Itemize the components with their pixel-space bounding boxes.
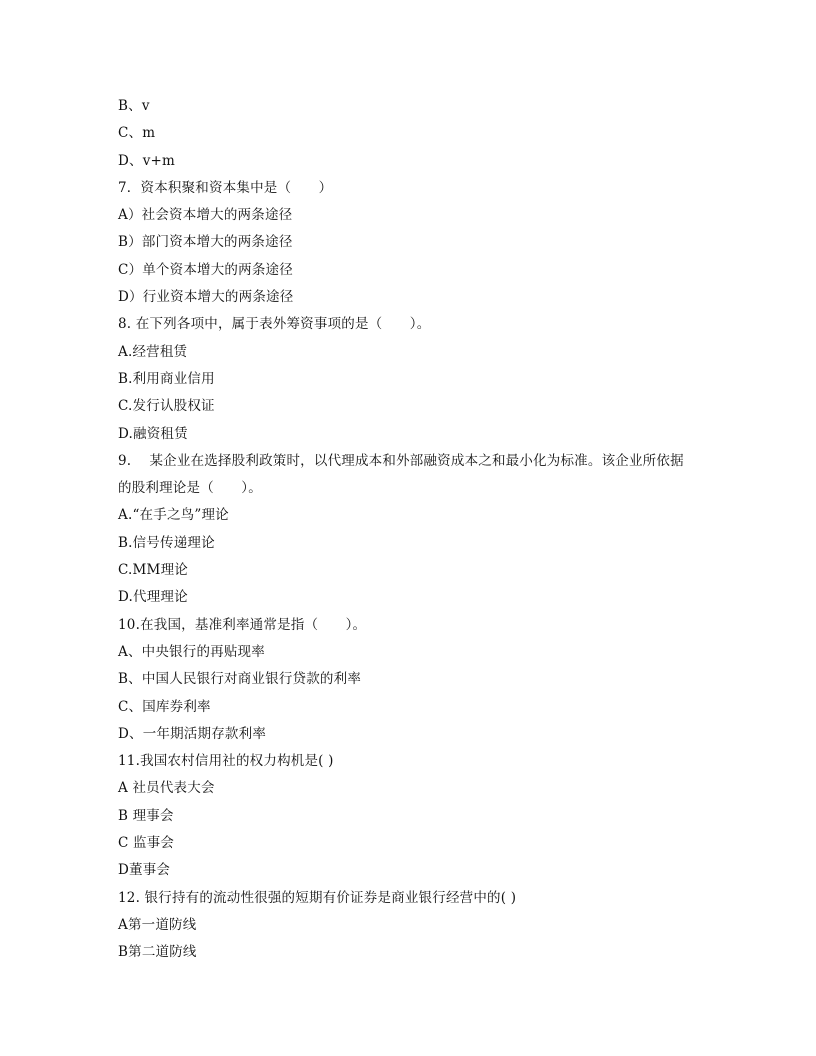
option-8d: D.融资租赁 xyxy=(118,425,188,442)
option-6b: B、v xyxy=(118,98,150,114)
option-10b: B、中国人民银行对商业银行贷款的利率 xyxy=(118,671,362,688)
option-12a: A第一道防线 xyxy=(118,916,197,933)
option-11a: A 社员代表大会 xyxy=(118,780,215,797)
option-11c: C 监事会 xyxy=(118,835,175,852)
option-10d: D、一年期活期存款利率 xyxy=(118,725,267,742)
option-8c: C.发行认股权证 xyxy=(118,398,215,415)
option-12b: B第二道防线 xyxy=(118,944,197,961)
question-9-line-2: 的股利理论是（ ）。 xyxy=(118,480,262,497)
option-10c: C、国库券利率 xyxy=(118,698,211,715)
question-11: 11.我国农村信用社的权力构机是( ) xyxy=(118,753,334,770)
option-8a: A.经营租赁 xyxy=(118,343,188,360)
option-7a: A）社会资本增大的两条途径 xyxy=(118,207,293,224)
option-7c: C）单个资本增大的两条途径 xyxy=(118,261,293,278)
option-9d: D.代理理论 xyxy=(118,589,188,606)
option-7d: D）行业资本增大的两条途径 xyxy=(118,289,294,306)
option-11b: B 理事会 xyxy=(118,807,174,824)
option-9b: B.信号传递理论 xyxy=(118,534,215,551)
option-10a: A、中央银行的再贴现率 xyxy=(118,643,265,660)
document-page xyxy=(118,93,718,967)
option-6d: D、v+m xyxy=(118,152,176,169)
question-12: 12. 银行持有的流动性很强的短期有价证券是商业银行经营中的( ) xyxy=(118,889,517,906)
option-11d: D董事会 xyxy=(118,862,171,879)
question-9-line-1: 9. 某企业在选择股利政策时，以代理成本和外部融资成本之和最小化为标准。该企业所依据 xyxy=(118,452,684,469)
question-7: 7．资本积聚和资本集中是（ ） xyxy=(118,179,333,196)
option-8b: B.利用商业信用 xyxy=(118,370,215,387)
option-7b: B）部门资本增大的两条途径 xyxy=(118,234,293,251)
question-10: 10.在我国，基准利率通常是指（ ）。 xyxy=(118,616,367,633)
option-6c: C、m xyxy=(118,125,156,142)
question-8: 8. 在下列各项中，属于表外筹资事项的是（ ）。 xyxy=(118,316,431,333)
option-9c: C.MM理论 xyxy=(118,562,188,579)
option-9a: A.“在手之鸟”理论 xyxy=(118,507,229,524)
